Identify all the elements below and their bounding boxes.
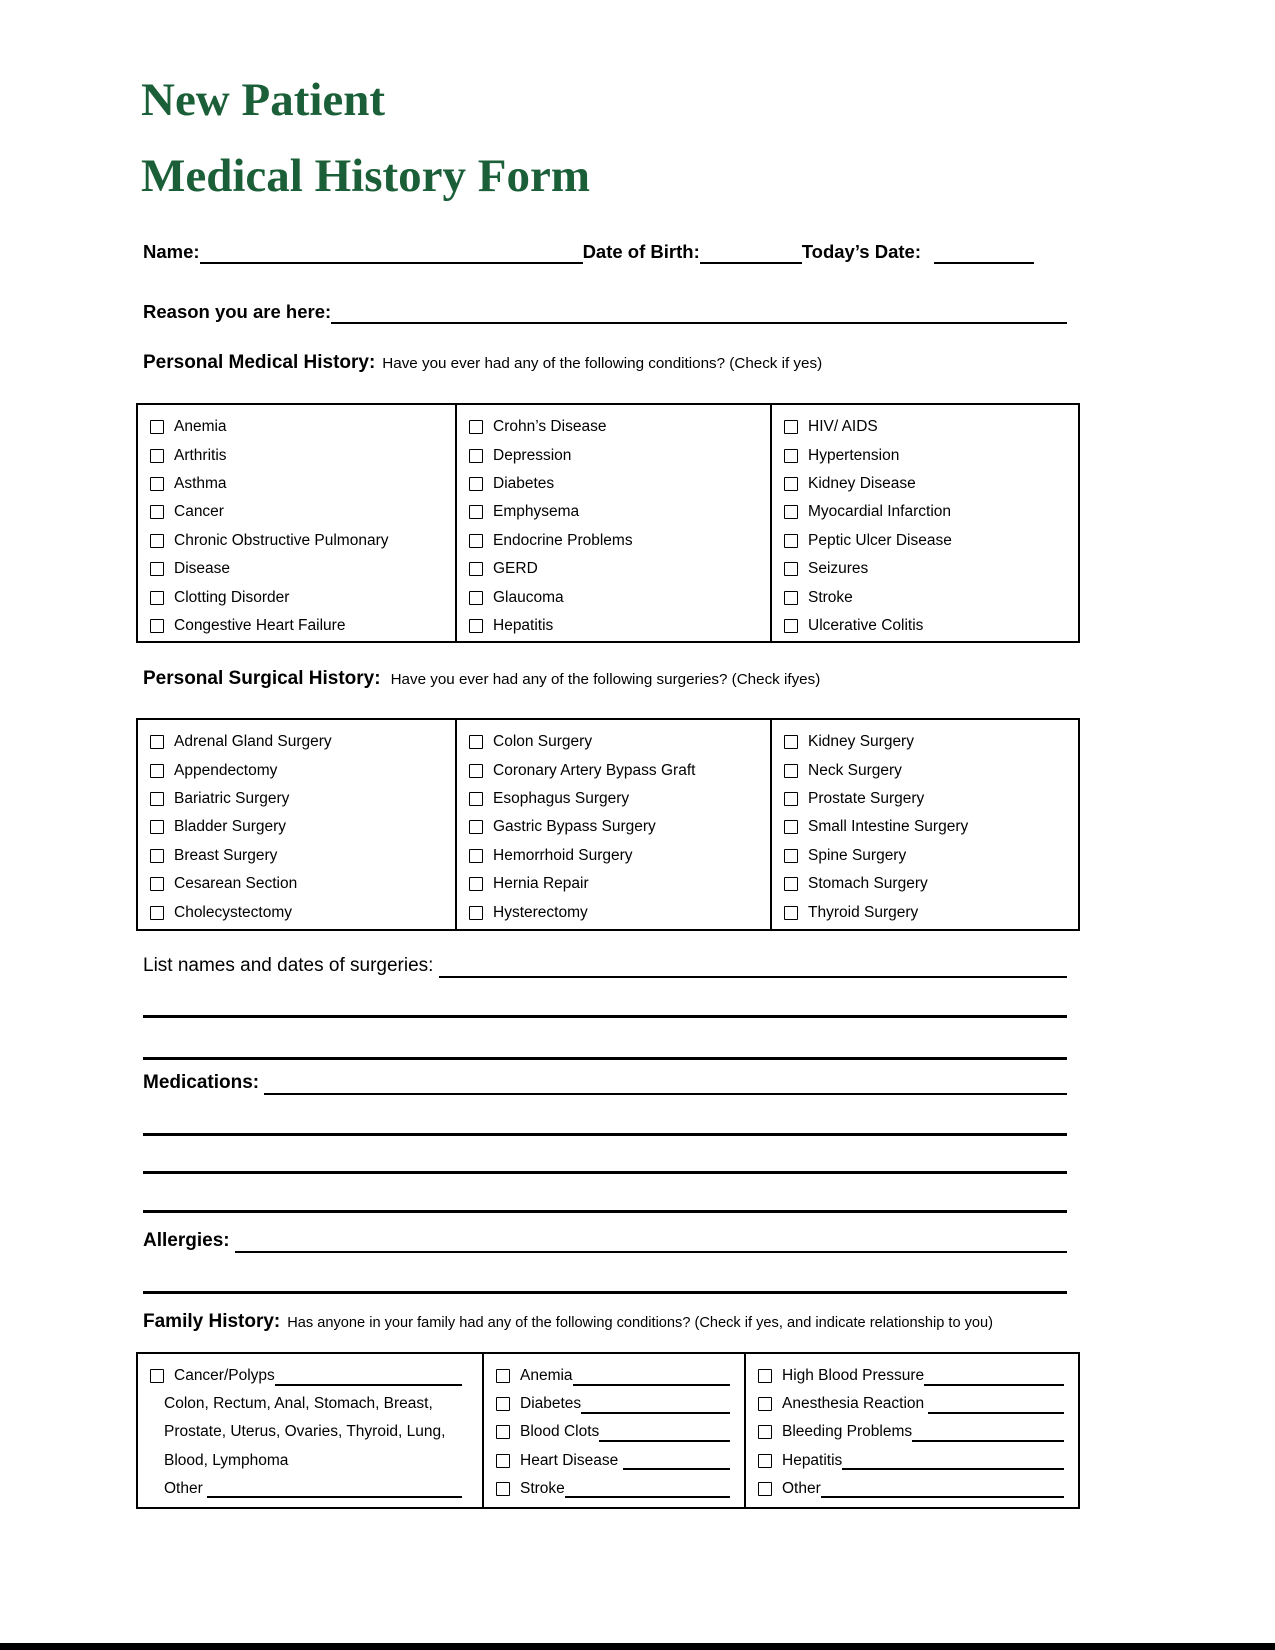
checkbox[interactable] — [469, 619, 483, 633]
form-title — [141, 62, 590, 214]
checkbox-item — [784, 728, 1078, 756]
surgical-history-title: Personal Surgical History: — [143, 668, 381, 689]
checkbox[interactable] — [784, 735, 798, 749]
checkbox-label: Clotting Disorder — [174, 588, 290, 606]
name-input-line[interactable] — [200, 240, 583, 264]
checkbox-label: Other — [782, 1479, 821, 1497]
todays-date-label: Today’s Date: — [801, 241, 927, 262]
checkbox[interactable] — [150, 591, 164, 605]
checkbox[interactable] — [150, 792, 164, 806]
blank-write-line[interactable] — [143, 1210, 1067, 1213]
checkbox[interactable] — [784, 562, 798, 576]
checkbox-item — [784, 842, 1078, 870]
checkbox-item — [469, 842, 770, 870]
checkbox-label: Esophagus Surgery — [493, 789, 630, 807]
checkbox[interactable] — [150, 906, 164, 920]
checkbox[interactable] — [469, 735, 483, 749]
checkbox-item — [469, 527, 770, 555]
checkbox[interactable] — [784, 420, 798, 434]
checkbox-item — [469, 555, 770, 583]
checkbox[interactable] — [784, 906, 798, 920]
surgeries-list-label: List names and dates of surgeries: — [143, 955, 439, 976]
checkbox-item — [784, 527, 1078, 555]
checkbox[interactable] — [784, 505, 798, 519]
name-dob-date-row — [143, 238, 1067, 264]
cancer-polyps-checkbox[interactable] — [150, 1369, 164, 1383]
checkbox-item — [496, 1390, 744, 1418]
checkbox-item — [496, 1362, 744, 1390]
checkbox[interactable] — [469, 877, 483, 891]
checkbox-label: Neck Surgery — [808, 761, 902, 779]
relationship-input-line[interactable] — [928, 1395, 1064, 1414]
surgical-history-col-3 — [770, 720, 1078, 929]
surgical-history-col-2 — [455, 720, 770, 929]
checkbox-item — [150, 583, 455, 611]
relationship-input-line[interactable] — [821, 1479, 1064, 1498]
checkbox[interactable] — [469, 449, 483, 463]
medical-history-col-1 — [138, 405, 455, 641]
checkbox-label: Blood Clots — [520, 1423, 600, 1441]
checkbox-item — [784, 898, 1078, 926]
checkbox-label: Coronary Artery Bypass Graft — [493, 761, 696, 779]
relationship-input-line[interactable] — [599, 1423, 730, 1442]
checkbox-item — [784, 470, 1078, 498]
cancer-detail-line: Colon, Rectum, Anal, Stomach, Breast, — [164, 1395, 433, 1413]
checkbox-item — [496, 1418, 744, 1446]
checkbox-label: Diabetes — [493, 474, 555, 492]
checkbox-label: Prostate Surgery — [808, 789, 925, 807]
checkbox-label: Stomach Surgery — [808, 875, 928, 893]
checkbox-label: Hysterectomy — [493, 903, 588, 921]
checkbox[interactable] — [496, 1397, 510, 1411]
medical-history-prompt: Have you ever had any of the following conditions? (Check if yes) — [382, 355, 823, 372]
checkbox-item — [150, 728, 455, 756]
checkbox-item — [496, 1447, 744, 1475]
checkbox-item — [469, 870, 770, 898]
checkbox-label: Disease — [174, 560, 230, 578]
checkbox-item — [469, 813, 770, 841]
family-history-prompt: Has anyone in your family had any of the following conditions? (Check if yes, and indicate relationship to you) — [287, 1315, 994, 1331]
checkbox-item — [150, 813, 455, 841]
surgeries-list-input-line[interactable] — [439, 954, 1067, 978]
checkbox-item — [150, 470, 455, 498]
checkbox-label: Bleeding Problems — [782, 1423, 913, 1441]
checkbox[interactable] — [758, 1425, 772, 1439]
checkbox-label: Gastric Bypass Surgery — [493, 818, 656, 836]
medical-history-table — [136, 403, 1080, 643]
checkbox-item — [784, 813, 1078, 841]
checkbox-label: Peptic Ulcer Disease — [808, 531, 952, 549]
relationship-input-line[interactable] — [573, 1367, 730, 1386]
checkbox-label: Asthma — [174, 474, 227, 492]
checkbox-label: Cancer/Polyps — [174, 1367, 275, 1385]
checkbox[interactable] — [150, 449, 164, 463]
family-history-col-2 — [482, 1354, 744, 1507]
other-item — [150, 1475, 482, 1503]
checkbox-label: Small Intestine Surgery — [808, 818, 969, 836]
family-history-table — [136, 1352, 1080, 1509]
checkbox[interactable] — [150, 562, 164, 576]
relationship-input-line[interactable] — [565, 1479, 730, 1498]
surgical-history-heading — [143, 668, 820, 690]
checkbox[interactable] — [496, 1454, 510, 1468]
checkbox-label: Hypertension — [808, 446, 900, 464]
checkbox-label: Stroke — [520, 1479, 565, 1497]
medical-history-col-2 — [455, 405, 770, 641]
medical-history-heading — [143, 352, 822, 374]
cancer-detail-line: Prostate, Uterus, Ovaries, Thyroid, Lung, — [164, 1423, 446, 1441]
checkbox-label: Breast Surgery — [174, 846, 278, 864]
checkbox-label: Adrenal Gland Surgery — [174, 733, 332, 751]
checkbox-item — [784, 583, 1078, 611]
checkbox-label: HIV/ AIDS — [808, 418, 878, 436]
checkbox-label: Diabetes — [520, 1395, 582, 1413]
checkbox-label: Glaucoma — [493, 588, 564, 606]
checkbox-label: Chronic Obstructive Pulmonary — [174, 531, 389, 549]
checkbox[interactable] — [469, 534, 483, 548]
checkbox[interactable] — [150, 764, 164, 778]
checkbox-item — [758, 1390, 1078, 1418]
surgical-history-table — [136, 718, 1080, 931]
checkbox[interactable] — [784, 877, 798, 891]
checkbox[interactable] — [150, 619, 164, 633]
checkbox[interactable] — [150, 735, 164, 749]
checkbox-item — [150, 498, 455, 526]
blank-write-line[interactable] — [143, 1015, 1067, 1018]
checkbox-item — [150, 441, 455, 469]
checkbox-item — [784, 555, 1078, 583]
checkbox-item — [758, 1447, 1078, 1475]
checkbox-label: Ulcerative Colitis — [808, 616, 924, 634]
relationship-input-line[interactable] — [275, 1367, 462, 1386]
checkbox-label: Congestive Heart Failure — [174, 616, 346, 634]
checkbox[interactable] — [150, 820, 164, 834]
checkbox-item — [758, 1418, 1078, 1446]
checkbox-label: Endocrine Problems — [493, 531, 633, 549]
checkbox-label: Cesarean Section — [174, 875, 298, 893]
allergies-input-line[interactable] — [235, 1229, 1067, 1253]
checkbox-item — [784, 612, 1078, 640]
checkbox-label: Crohn’s Disease — [493, 418, 607, 436]
checkbox[interactable] — [496, 1482, 510, 1496]
checkbox-item — [784, 413, 1078, 441]
checkbox[interactable] — [784, 449, 798, 463]
checkbox-item — [150, 842, 455, 870]
checkbox-item — [758, 1475, 1078, 1503]
checkbox-label: Hernia Repair — [493, 875, 589, 893]
relationship-input-line[interactable] — [924, 1367, 1064, 1386]
checkbox[interactable] — [758, 1454, 772, 1468]
checkbox-label: Hepatitis — [782, 1451, 843, 1469]
checkbox-item — [469, 413, 770, 441]
checkbox-label: Anemia — [174, 418, 227, 436]
form-title-line1: New Patient — [141, 74, 386, 126]
checkbox[interactable] — [758, 1482, 772, 1496]
checkbox[interactable] — [469, 420, 483, 434]
other-label: Other — [164, 1479, 208, 1497]
medications-label: Medications: — [143, 1072, 265, 1093]
checkbox-label: High Blood Pressure — [782, 1367, 925, 1385]
checkbox-item — [150, 870, 455, 898]
checkbox[interactable] — [784, 477, 798, 491]
checkbox-item — [469, 470, 770, 498]
checkbox-item — [469, 785, 770, 813]
checkbox[interactable] — [758, 1397, 772, 1411]
surgical-history-col-1 — [138, 720, 455, 929]
checkbox[interactable] — [784, 591, 798, 605]
checkbox[interactable] — [150, 477, 164, 491]
todays-date-input-line[interactable] — [934, 240, 1034, 264]
checkbox-item — [784, 498, 1078, 526]
checkbox-item — [150, 527, 455, 555]
name-label: Name: — [143, 241, 200, 262]
checkbox[interactable] — [469, 591, 483, 605]
checkbox-label: Thyroid Surgery — [808, 903, 919, 921]
checkbox-item — [150, 756, 455, 784]
allergies-label: Allergies: — [143, 1230, 235, 1251]
checkbox[interactable] — [469, 562, 483, 576]
checkbox-label: Emphysema — [493, 503, 580, 521]
checkbox-label: Kidney Disease — [808, 474, 916, 492]
checkbox-item — [496, 1475, 744, 1503]
checkbox[interactable] — [784, 534, 798, 548]
checkbox-item — [469, 898, 770, 926]
checkbox[interactable] — [469, 792, 483, 806]
checkbox-label: Spine Surgery — [808, 846, 907, 864]
checkbox-label: Bladder Surgery — [174, 818, 287, 836]
page-bottom-edge — [0, 1643, 1275, 1650]
checkbox-label: Anemia — [520, 1367, 573, 1385]
checkbox-item — [150, 612, 455, 640]
checkbox[interactable] — [784, 849, 798, 863]
checkbox[interactable] — [784, 764, 798, 778]
checkbox[interactable] — [150, 534, 164, 548]
checkbox[interactable] — [784, 820, 798, 834]
checkbox-item — [784, 441, 1078, 469]
checkbox[interactable] — [784, 619, 798, 633]
dob-input-line[interactable] — [700, 240, 802, 264]
relationship-input-line[interactable] — [842, 1451, 1064, 1470]
checkbox-label: Heart Disease — [520, 1451, 623, 1469]
checkbox[interactable] — [469, 764, 483, 778]
checkbox-label: Anesthesia Reaction — [782, 1395, 929, 1413]
checkbox-item — [784, 785, 1078, 813]
checkbox-label: GERD — [493, 560, 538, 578]
reason-input-line[interactable] — [331, 300, 1067, 324]
checkbox[interactable] — [469, 505, 483, 519]
checkbox-item — [469, 756, 770, 784]
checkbox-item — [469, 583, 770, 611]
checkbox-label: Colon Surgery — [493, 733, 593, 751]
checkbox-item — [150, 785, 455, 813]
surgical-history-prompt: Have you ever had any of the following surgeries? (Check ifyes) — [390, 671, 821, 688]
checkbox-label: Hepatitis — [493, 616, 554, 634]
checkbox[interactable] — [469, 477, 483, 491]
checkbox[interactable] — [150, 849, 164, 863]
checkbox-label: Cholecystectomy — [174, 903, 293, 921]
checkbox[interactable] — [758, 1369, 772, 1383]
checkbox-label: Hemorrhoid Surgery — [493, 846, 633, 864]
checkbox[interactable] — [496, 1425, 510, 1439]
other-input-line[interactable] — [207, 1479, 462, 1498]
checkbox-item — [469, 612, 770, 640]
surgeries-list-row — [143, 952, 1067, 978]
family-history-col-3 — [744, 1354, 1078, 1507]
checkbox-item — [150, 898, 455, 926]
relationship-input-line[interactable] — [912, 1423, 1064, 1442]
family-history-title: Family History: — [143, 1311, 281, 1332]
medications-row — [143, 1069, 1067, 1095]
cancer-detail-line: Blood, Lymphoma — [164, 1451, 289, 1469]
checkbox[interactable] — [469, 820, 483, 834]
reason-label: Reason you are here: — [143, 301, 332, 322]
checkbox[interactable] — [784, 792, 798, 806]
medical-history-title: Personal Medical History: — [143, 352, 376, 373]
checkbox-label: Kidney Surgery — [808, 733, 914, 751]
relationship-input-line[interactable] — [623, 1451, 730, 1470]
checkbox-item — [150, 1362, 482, 1390]
checkbox-label: Cancer — [174, 503, 224, 521]
reason-row — [143, 298, 1067, 324]
checkbox-label: Seizures — [808, 560, 869, 578]
checkbox-item — [758, 1362, 1078, 1390]
checkbox-label: Stroke — [808, 588, 853, 606]
checkbox[interactable] — [150, 877, 164, 891]
checkbox-item — [150, 555, 455, 583]
checkbox[interactable] — [150, 420, 164, 434]
dob-label: Date of Birth: — [582, 241, 700, 262]
blank-write-line[interactable] — [143, 1057, 1067, 1060]
relationship-input-line[interactable] — [581, 1395, 730, 1414]
checkbox-item — [784, 756, 1078, 784]
checkbox-label: Myocardial Infarction — [808, 503, 952, 521]
checkbox-item — [784, 870, 1078, 898]
blank-write-line[interactable] — [143, 1291, 1067, 1294]
checkbox-item — [469, 728, 770, 756]
checkbox-label: Appendectomy — [174, 761, 278, 779]
checkbox[interactable] — [150, 505, 164, 519]
checkbox-item — [150, 413, 455, 441]
blank-write-line[interactable] — [143, 1133, 1067, 1136]
checkbox-item — [469, 441, 770, 469]
checkbox[interactable] — [496, 1369, 510, 1383]
checkbox-label: Bariatric Surgery — [174, 789, 290, 807]
family-history-col-cancer — [138, 1354, 482, 1507]
checkbox-item — [469, 498, 770, 526]
form-title-line2: Medical History Form — [141, 150, 590, 202]
checkbox-label: Depression — [493, 446, 572, 464]
checkbox-label: Arthritis — [174, 446, 227, 464]
medical-history-col-3 — [770, 405, 1078, 641]
medications-input-line[interactable] — [264, 1071, 1067, 1095]
blank-write-line[interactable] — [143, 1171, 1067, 1174]
family-history-heading — [143, 1311, 993, 1333]
allergies-row — [143, 1227, 1067, 1253]
checkbox[interactable] — [469, 906, 483, 920]
checkbox[interactable] — [469, 849, 483, 863]
